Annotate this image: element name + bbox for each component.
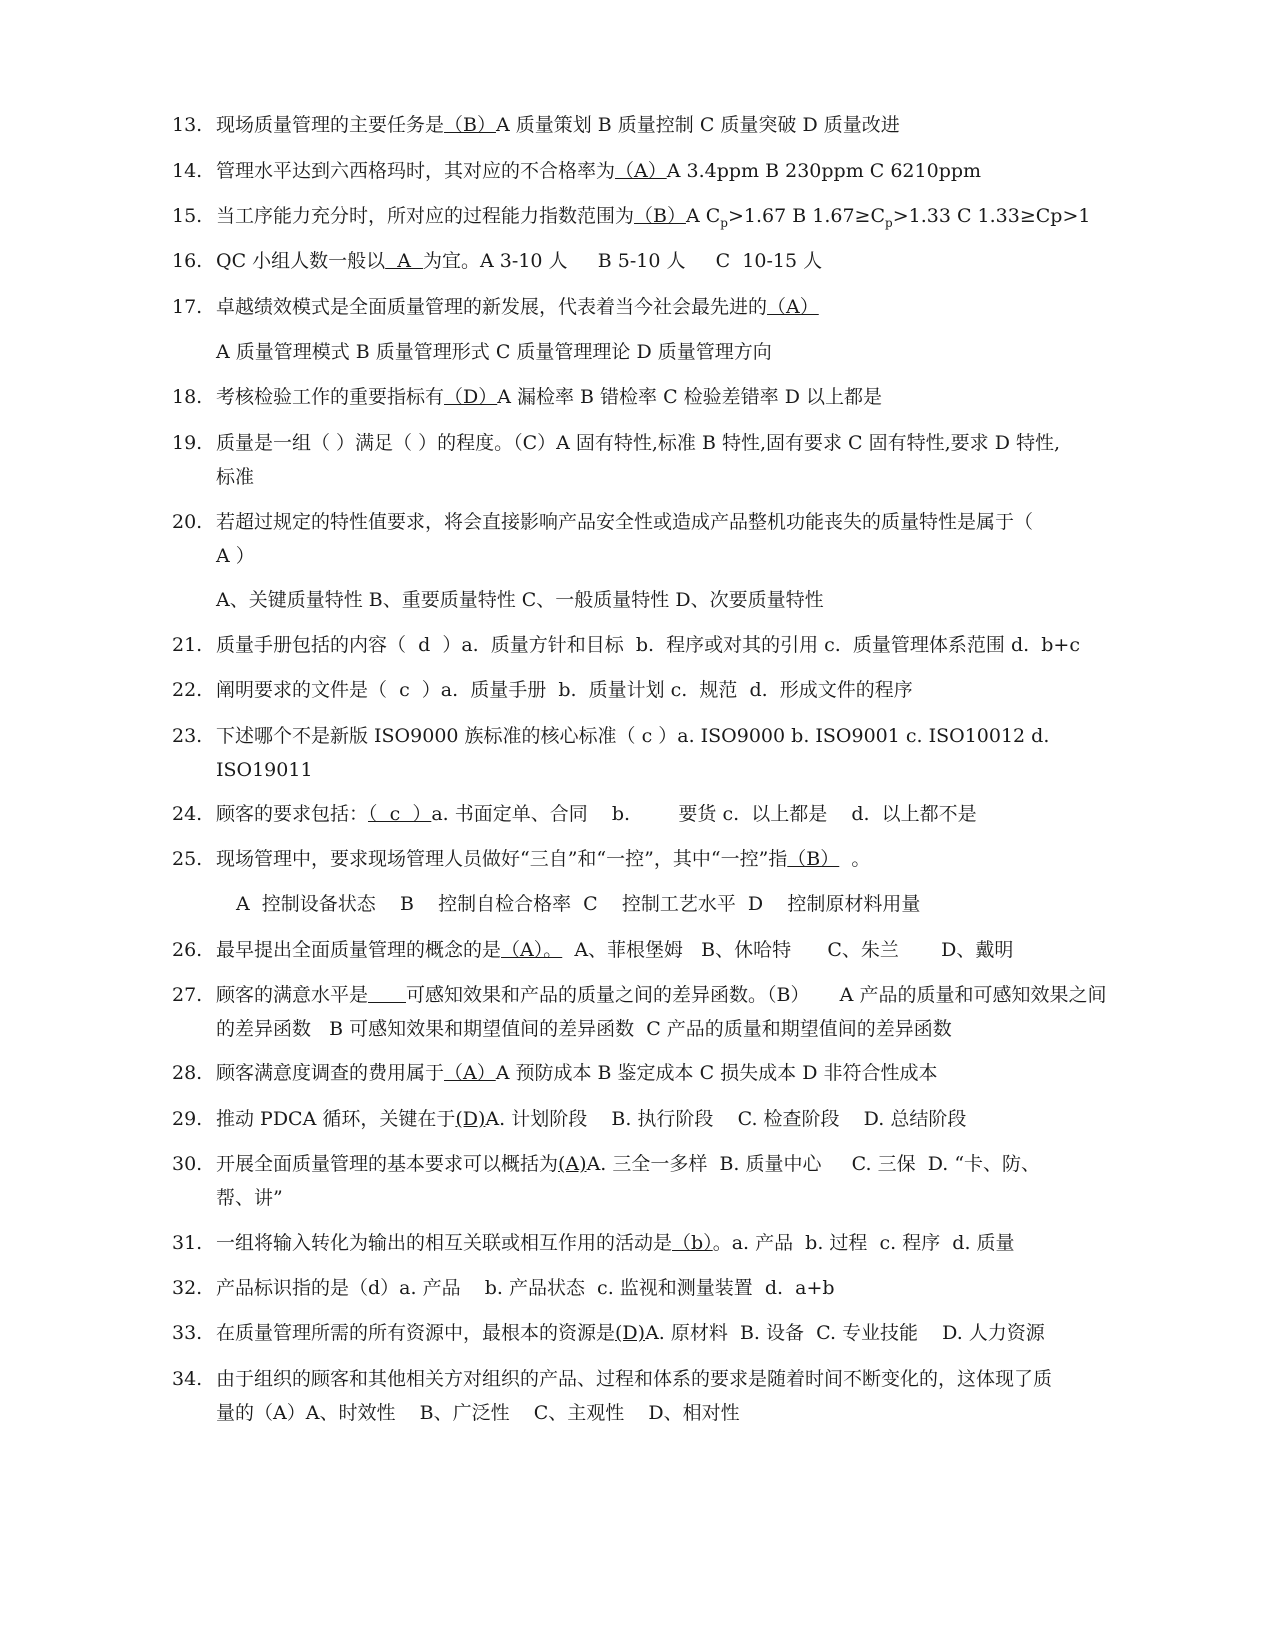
options: A 预防成本 B 鉴定成本 C 损失成本 D 非符合性成本 — [495, 1062, 938, 1084]
question-32 — [172, 1271, 1132, 1305]
options: 。 — [839, 848, 871, 870]
question-text: 卓越绩效模式是全面质量管理的新发展，代表着当今社会最先进的 — [216, 296, 768, 318]
options: A 漏检率 B 错检率 C 检验差错率 D 以上都是 — [497, 386, 882, 408]
answer: （A） — [767, 296, 819, 318]
question-24 — [172, 797, 1132, 831]
answer: （A）。 — [501, 939, 563, 961]
question-number: 16. — [172, 250, 203, 272]
question-number: 17. — [172, 296, 203, 318]
options: A、菲根堡姆 B、休哈特 C、朱兰 D、戴明 — [562, 939, 1014, 961]
options-line: A、关键质量特性 B、重要质量特性 C、一般质量特性 D、次要质量特性 — [216, 589, 824, 611]
options: A 3.4ppm B 230ppm C 6210ppm — [666, 160, 982, 182]
options-line: A 质量管理模式 B 质量管理形式 C 质量管理理论 D 质量管理方向 — [216, 341, 772, 363]
question-20 — [172, 505, 1052, 573]
answer: (D) — [615, 1322, 646, 1344]
question-13 — [172, 108, 1132, 142]
answer-blank — [368, 984, 406, 1003]
question-30 — [172, 1147, 1052, 1215]
question-text: 开展全面质量管理的基本要求可以概括为 — [216, 1153, 559, 1175]
question-text: 现场质量管理的主要任务是 — [216, 114, 445, 136]
question-text: 若超过规定的特性值要求，将会直接影响产品安全性或造成产品整机功能丧失的质量特性是属于（ A ） — [216, 511, 1034, 567]
question-34 — [172, 1362, 1052, 1430]
question-number: 34. — [172, 1368, 203, 1390]
question-number: 28. — [172, 1062, 203, 1084]
question-number: 15. — [172, 205, 203, 227]
question-text: QC 小组人数一般以 — [216, 250, 386, 272]
question-text: 由于组织的顾客和其他相关方对组织的产品、过程和体系的要求是随着时间不断变化的，这体现了质量的（A）A、时效性 B、广泛性 C、主观性 D、相对性 — [216, 1368, 1053, 1424]
answer: （b） — [672, 1232, 713, 1254]
question-number: 25. — [172, 848, 203, 870]
question-text: 最早提出全面质量管理的概念的是 — [216, 939, 502, 961]
answer: (D) — [455, 1108, 486, 1130]
question-31 — [172, 1226, 1132, 1260]
options: A. 原材料 B. 设备 C. 专业技能 D. 人力资源 — [645, 1322, 1045, 1344]
question-text: 一组将输入转化为输出的相互关联或相互作用的活动是 — [216, 1232, 673, 1254]
question-25 — [172, 842, 1132, 876]
question-number: 33. — [172, 1322, 203, 1344]
question-26 — [172, 933, 1132, 967]
options: 为宜。A 3-10 人 B 5-10 人 C 10-15 人 — [423, 250, 823, 272]
question-number: 20. — [172, 511, 203, 533]
answer: （A） — [615, 160, 667, 182]
options: A C — [685, 205, 721, 227]
question-16 — [172, 244, 1132, 278]
answer: （A） — [444, 1062, 496, 1084]
question-text: 推动 PDCA 循环，关键在于 — [216, 1108, 456, 1130]
question-text: 现场管理中，要求现场管理人员做好“三自”和“一控”，其中“一控”指 — [216, 848, 788, 870]
answer: （B） — [787, 848, 840, 870]
question-number: 26. — [172, 939, 203, 961]
options: a. 书面定单、合同 b. 要货 c. 以上都是 d. 以上都不是 — [431, 803, 977, 825]
question-text: 顾客满意度调查的费用属于 — [216, 1062, 445, 1084]
question-text: 管理水平达到六西格玛时，其对应的不合格率为 — [216, 160, 616, 182]
question-text: 阐明要求的文件是（ c ）a. 质量手册 b. 质量计划 c. 规范 d. 形成文件的程序 — [216, 679, 913, 701]
question-number: 19. — [172, 432, 203, 454]
question-18 — [172, 380, 1132, 414]
answer: （B） — [634, 205, 686, 227]
answer: (A) — [558, 1153, 587, 1175]
question-19 — [172, 426, 1072, 494]
question-15 — [172, 199, 1132, 240]
answer: （B） — [444, 114, 496, 136]
question-22 — [172, 673, 1132, 707]
question-text: 在质量管理所需的所有资源中，最根本的资源是 — [216, 1322, 616, 1344]
question-number: 13. — [172, 114, 203, 136]
options-line: A 控制设备状态 B 控制自检合格率 C 控制工艺水平 D 控制原材料用量 — [236, 893, 921, 915]
question-17 — [172, 290, 1132, 324]
question-text: 下述哪个不是新版 ISO9000 族标准的核心标准（ c ）a. ISO9000 b. ISO9001 c. ISO10012 d. ISO19011 — [216, 725, 1050, 781]
question-text: 当工序能力充分时，所对应的过程能力指数范围为 — [216, 205, 635, 227]
question-21 — [172, 628, 1132, 662]
question-number: 27. — [172, 984, 203, 1006]
question-number: 18. — [172, 386, 203, 408]
question-23 — [172, 719, 1052, 787]
question-number: 24. — [172, 803, 203, 825]
options: >1.67 B 1.67≥C — [727, 205, 886, 227]
answer: （ c ） — [368, 803, 432, 825]
question-33 — [172, 1316, 1132, 1350]
question-number: 14. — [172, 160, 203, 182]
options: A. 计划阶段 B. 执行阶段 C. 检查阶段 D. 总结阶段 — [485, 1108, 967, 1130]
question-number: 23. — [172, 725, 203, 747]
question-29 — [172, 1102, 1132, 1136]
question-number: 22. — [172, 679, 203, 701]
question-number: 31. — [172, 1232, 203, 1254]
question-text: 质量手册包括的内容（ d ）a. 质量方针和目标 b. 程序或对其的引用 c. 质量管理体系范围 d. b+c — [216, 634, 1080, 656]
question-number: 21. — [172, 634, 203, 656]
question-27 — [172, 978, 1112, 1046]
options: 可感知效果和产品的质量之间的差异函数。（B） A 产品的质量和可感知效果之间的差异函数 B 可感知效果和期望值间的差异函数 C 产品的质量和期望值间的差异函数 — [216, 984, 1107, 1040]
question-number: 32. — [172, 1277, 203, 1299]
options: >1.33 C 1.33≥Cp>1 — [892, 205, 1091, 227]
question-text: 顾客的满意水平是 — [216, 984, 369, 1006]
subscript: p — [720, 215, 728, 230]
question-text: 顾客的要求包括： — [216, 803, 369, 825]
question-28 — [172, 1056, 1132, 1090]
question-text: 质量是一组（ ）满足（ ）的程度。（C）A 固有特性,标准 B 特性,固有要求 C 固有特性,要求 D 特性,标准 — [216, 432, 1061, 488]
question-number: 30. — [172, 1153, 203, 1175]
question-14 — [172, 154, 1132, 188]
answer: （D） — [444, 386, 498, 408]
options: A 质量策划 B 质量控制 C 质量突破 D 质量改进 — [495, 114, 900, 136]
options: 。a. 产品 b. 过程 c. 程序 d. 质量 — [712, 1232, 1015, 1254]
answer: A — [385, 250, 424, 272]
question-text: 产品标识指的是（d）a. 产品 b. 产品状态 c. 监视和测量装置 d. a+b — [216, 1277, 835, 1299]
subscript: p — [885, 215, 893, 230]
options: A. 三全一多样 B. 质量中心 C. 三保 D. “卡、防、帮、讲” — [216, 1153, 1041, 1209]
question-number: 29. — [172, 1108, 203, 1130]
question-text: 考核检验工作的重要指标有 — [216, 386, 445, 408]
